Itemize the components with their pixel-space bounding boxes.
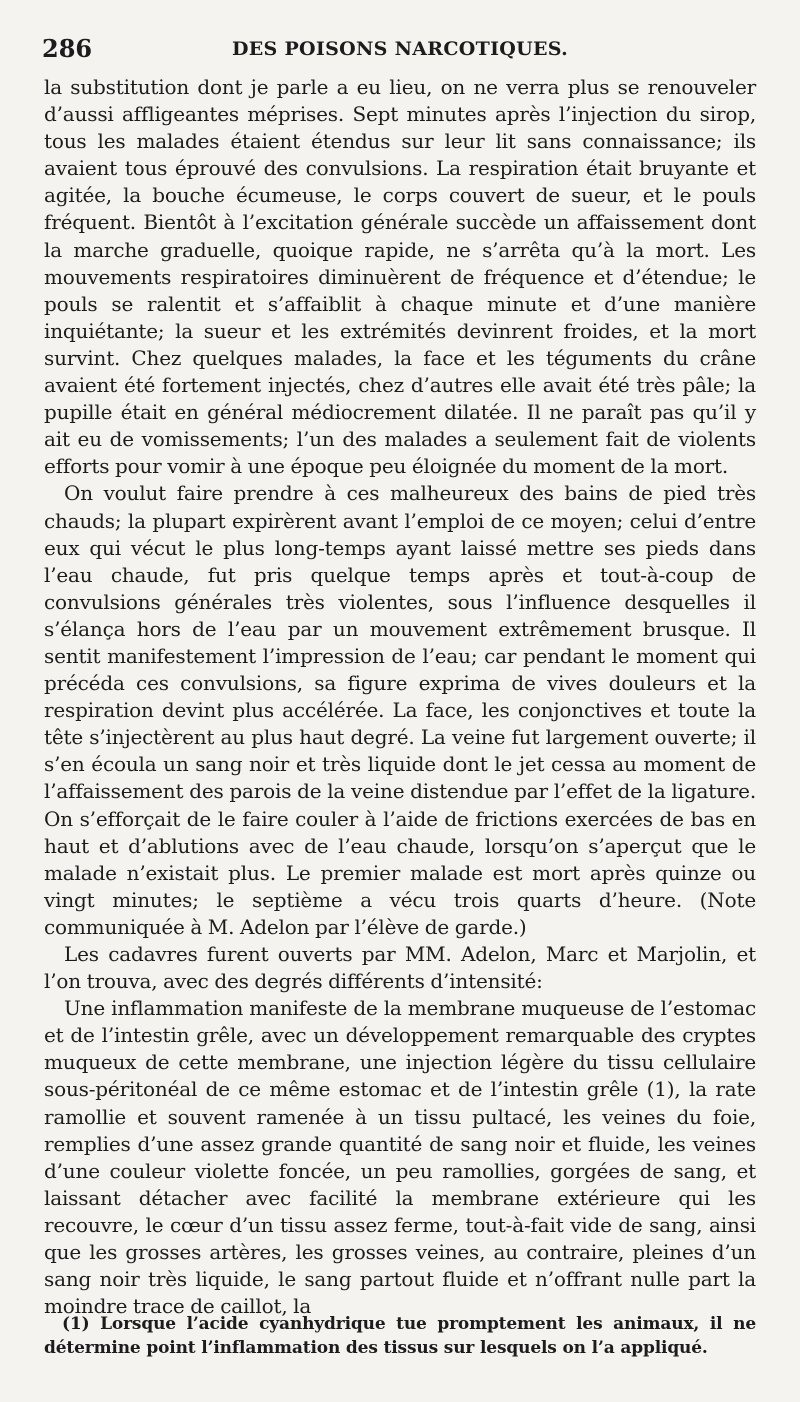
footnote-text: (1) Lorsque l’acide cyanhydrique tue promptement les animaux, il ne détermine point l’inflammation des tissus sur lesquels on l’a appliqué. [44,1314,756,1358]
paragraph-inflammation: Une inflammation manifeste de la membrane muqueuse de l’estomac et de l’intestin grêle, avec un développement remarquable des cryptes muqueux de cette membrane, une injection légère du tissu cellulaire sous-péritonéal de ce même estomac et de l’intestin grêle (1), la rate ramollie et souvent ramenée à un tissu pultacé, les veines du foie, remplies d’une assez grande quantité de sang noir et fluide, les veines d’une couleur violette foncée, un peu ramollies, gorgées de sang, et laissant détacher avec facilité la membrane extérieure qui les recouvre, le cœur d’un tissu assez ferme, tout-à-fait vide de sang, ainsi que les grosses artères, les grosses veines, au contraire, pleines d’un sang noir très liquide, le sang partout fluide et n’offrant nulle part la moindre trace de caillot, la [44,996,756,1319]
footnote [44,1312,756,1360]
paragraph-bains-de-pied: On voulut faire prendre à ces malheureux des bains de pied très chauds; la plupart expirèrent avant l’emploi de ce moyen; celui d’entre eux qui vécut le plus long-temps ayant laissé mettre ses pieds dans l’eau chaude, fut pris quelque temps après et tout-à-coup de convulsions générales très violentes, sous l’influence desquelles il s’élança hors de l’eau par un mouvement extrêmement brusque. Il sentit manifestement l’impression de l’eau; car pendant le moment qui précéda ces convulsions, sa figure exprima de vives douleurs et la respiration devint plus accélérée. La face, les conjonctives et toute la tête s’injectèrent au plus haut degré. La veine fut largement ouverte; il s’en écoula un sang noir et très liquide dont le jet cessa au moment de l’affaissement des parois de la veine distendue par l’effet de la ligature. On s’efforçait de le faire couler à l’aide de frictions exercées de bas en haut et d’ablutions avec de l’eau chaude, lorsqu’on s’aperçut que le malade n’existait plus. Le premier malade est mort après quinze ou vingt minutes; le septième a vécu trois quarts d’heure. (Note communiquée à M. Adelon par l’élève de garde.) [44,481,756,939]
paragraph-cadavres: Les cadavres furent ouverts par MM. Adelon, Marc et Marjolin, et l’on trouva, avec des degrés différents d’intensité: [44,942,756,994]
page-number: 286 [42,34,93,63]
running-title: DES POISONS NARCOTIQUES. [231,38,569,60]
running-head [42,34,758,70]
body-text [44,74,756,1320]
paragraph-continued: la substitution dont je parle a eu lieu, on ne verra plus se renouveler d’aussi affligeantes méprises. Sept minutes après l’injection du sirop, tous les malades étaient étendus sur leur lit sans connaissance; ils avaient tous éprouvé des convulsions. La respiration était bruyante et agitée, la bouche écumeuse, le corps couvert de sueur, et le pouls fréquent. Bientôt à l’excitation générale succède un affaissement dont la marche graduelle, quoique rapide, ne s’arrêta qu’à la mort. Les mouvements respiratoires diminuèrent de fréquence et d’étendue; le pouls se ralentit et s’affaiblit à chaque minute et d’une manière inquiétante; la sueur et les extrémités devinrent froides, et la mort survint. Chez quelques malades, la face et les téguments du crâne avaient été fortement injectés, chez d’autres elle avait été très pâle; la pupille était en général médiocrement dilatée. Il ne paraît pas qu’il y ait eu de vomissements; l’un des malades a seulement fait de violents efforts pour vomir à une époque peu éloignée du moment de la mort. [44,75,756,479]
